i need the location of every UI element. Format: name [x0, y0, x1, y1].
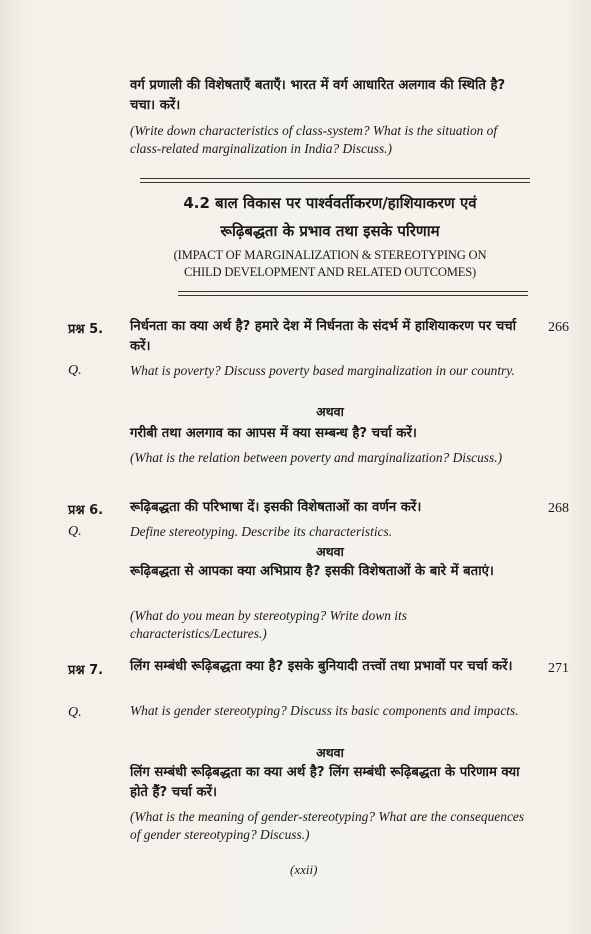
- section-subtitle-line1: (IMPACT OF MARGINALIZATION & STEREOTYPING ON: [173, 248, 487, 262]
- question-label-english: Q.: [68, 705, 82, 720]
- question-english-text: What is poverty? Discuss poverty based marginalization in our country.: [130, 363, 515, 378]
- alternate-english-text: (What do you mean by stereotyping? Write down its characteristics/Lectures.): [130, 608, 407, 641]
- divider-line: [140, 178, 530, 179]
- alternate-hindi-text: रूढ़िबद्धता से आपका क्या अभिप्राय है? इसकी विशेषताओं के बारे में बताएं।: [130, 564, 494, 579]
- question-label: प्रश्न 6.: [68, 503, 104, 518]
- or-label: अथवा: [316, 404, 344, 419]
- page-reference: 266: [548, 320, 569, 335]
- section-subtitle: [140, 247, 520, 281]
- question-label: प्रश्न 5.: [68, 322, 104, 337]
- divider-line: [178, 295, 528, 296]
- section-title: [120, 189, 540, 245]
- question-label-english: Q.: [68, 363, 82, 378]
- section-title-line2: रूढ़िबद्धता के प्रभाव तथा इसके परिणाम: [220, 222, 440, 240]
- intro-english-text: (Write down characteristics of class-system? What is the situation of class-related marginalization in India? Discuss.): [130, 123, 498, 156]
- alternate-english-text: (What is the meaning of gender-stereotyping? What are the consequences of gender stereotyping? Discuss.): [130, 809, 525, 842]
- or-label: अथवा: [316, 745, 344, 760]
- question-label-english: Q.: [68, 524, 82, 539]
- divider-line: [140, 182, 530, 183]
- question-label: प्रश्न 7.: [68, 663, 104, 678]
- intro-question: [130, 76, 530, 158]
- question-english-text: What is gender stereotyping? Discuss its basic components and impacts.: [130, 703, 519, 718]
- page-reference: 268: [548, 501, 569, 516]
- intro-hindi-text: वर्ग प्रणाली की विशेषताएँ बताएँ। भारत में वर्ग आधारित अलगाव की स्थिति है? चचा। करें।: [130, 78, 506, 113]
- question-hindi-text: रूढ़िबद्धता की परिभाषा दें। इसकी विशेषताओं का वर्णन करें।: [130, 500, 422, 515]
- divider-line: [178, 291, 528, 292]
- section-subtitle-line2: CHILD DEVELOPMENT AND RELATED OUTCOMES): [183, 265, 477, 279]
- question-english-text: Define stereotyping. Describe its characteristics.: [130, 524, 393, 539]
- page-reference: 271: [548, 661, 569, 676]
- or-label: अथवा: [316, 544, 344, 559]
- alternate-hindi-text: गरीबी तथा अलगाव का आपस में क्या सम्बन्ध है? चर्चा करें।: [130, 426, 417, 441]
- alternate-hindi-text: लिंग सम्बंधी रूढ़िबद्धता का क्या अर्थ है? लिंग सम्बंधी रूढ़िबद्धता के परिणाम क्या होते हैं? चर्चा करें।: [130, 765, 520, 800]
- alternate-english-text: (What is the relation between poverty and marginalization? Discuss.): [130, 450, 503, 465]
- page-number: (xxii): [290, 862, 318, 877]
- question-hindi-text: निर्धनता का क्या अर्थ है? हमारे देश में निर्धनता के संदर्भ में हाशियाकरण पर चर्चा करें।: [130, 319, 517, 354]
- section-title-line1: 4.2 बाल विकास पर पार्श्ववर्तीकरण/हाशियाकरण एवं: [183, 194, 477, 212]
- question-hindi-text: लिंग सम्बंधी रूढ़िबद्धता क्या है? इसके बुनियादी तत्त्वों तथा प्रभावों पर चर्चा करें।: [130, 659, 513, 674]
